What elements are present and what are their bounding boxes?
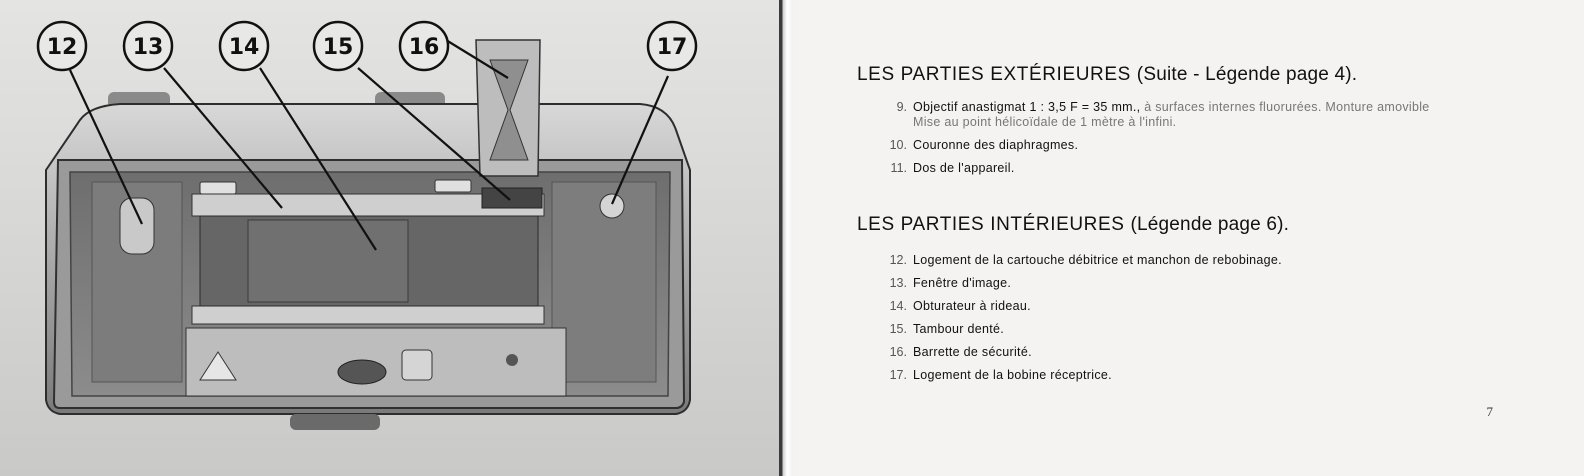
legend-item-17: 17. Logement de la bobine réceptrice. [889,368,1112,382]
callout-14 [220,22,268,70]
svg-text:13: 13 [132,35,164,60]
legend-item-12: 12. Logement de la cartouche débitrice et manchon de rebobinage. [889,253,1282,267]
svg-text:16: 16 [408,35,440,60]
legend-item-16: 16. Barrette de sécurité. [889,345,1032,359]
svg-text:12: 12 [46,35,78,60]
svg-text:14: 14 [228,35,260,60]
camera-illustration [0,0,780,476]
book-gutter [779,0,793,476]
legend-item-9: 9. Objectif anastigmat 1 : 3,5 F = 35 mm., à surfaces internes fluorurées. Monture amovible Mise au point hélicoïdale de 1 mètre à l'infini. [896,100,1430,129]
legend-item-11: 11. Dos de l'appareil. [890,161,1015,175]
sprocket-drum [482,188,542,208]
callout-16 [400,22,448,70]
legend-item-10: 10. Couronne des diaphragmes. [889,138,1079,152]
legend-item-13: 13. Fenêtre d'image. [889,276,1012,290]
camera-interior-photo [0,0,780,476]
callout-15 [314,22,362,70]
interior-heading [857,214,1289,236]
legend-page [793,0,1584,476]
interior-heading-title: LES PARTIES INTÉRIEURES [857,214,1125,235]
svg-text:17: 17 [656,35,688,60]
exterior-heading [857,64,1357,86]
svg-text:15: 15 [322,35,354,60]
callout-12 [38,22,86,70]
page-number: 7 [1486,404,1493,419]
legend-item-14: 14. Obturateur à rideau. [889,299,1031,313]
takeup-spool [600,194,624,218]
callout-17 [648,22,696,70]
rewind-sleeve [120,198,154,254]
interior-legend-list [873,253,1282,391]
exterior-legend-list [873,100,1430,184]
curtain-shutter [248,220,408,302]
exterior-heading-subtitle: (Suite - Légende page 4). [1136,64,1358,85]
interior-heading-subtitle: (Légende page 6). [1130,214,1290,235]
bottom-knob [290,414,380,430]
exterior-heading-title: LES PARTIES EXTÉRIEURES [857,64,1131,85]
legend-item-15: 15. Tambour denté. [889,322,1005,336]
callout-13 [124,22,172,70]
lower-film-rail [192,306,544,324]
